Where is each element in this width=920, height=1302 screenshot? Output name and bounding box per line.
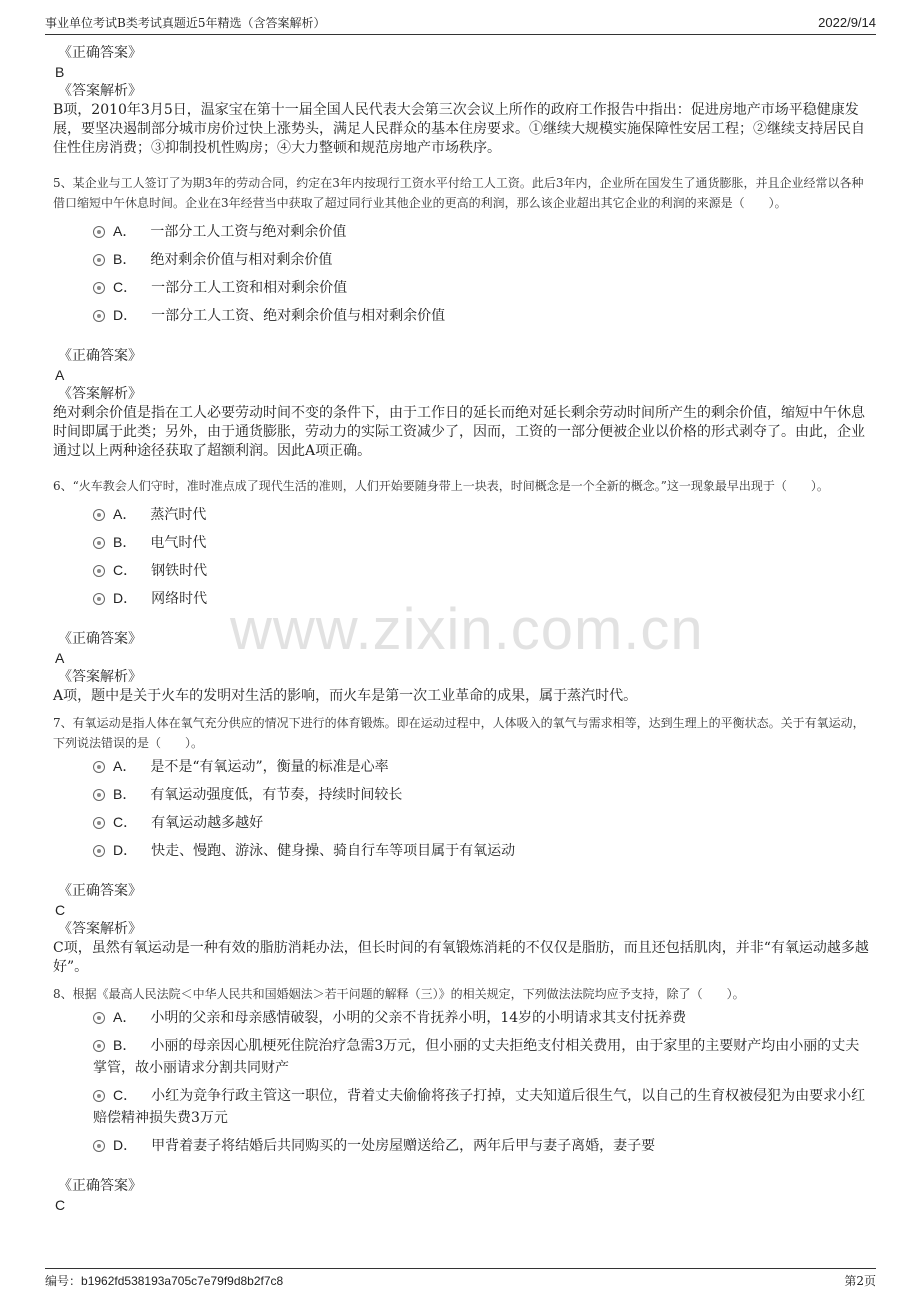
option-text: 甲背着妻子将结婚后共同购买的一处房屋赠送给乙，两年后甲与妻子离婚，妻子要 bbox=[151, 1138, 656, 1154]
question-stem: 7、有氧运动是指人体在氧气充分供应的情况下进行的体育锻炼。即在运动过程中，人体吸入的氧气与需求相等，达到生理上的平衡状态。关于有氧运动，下列说法错误的是（ ）。 bbox=[53, 716, 865, 750]
option-letter: C． bbox=[113, 814, 138, 830]
question-stem: 6、“火车教会人们守时，准时准点成了现代生活的准则，人们开始要随身带上一块表，时间概念是一个全新的概念。”这一现象最早出现于（ ）。 bbox=[53, 479, 829, 493]
explanation-label: 《答案解析》 bbox=[58, 669, 142, 685]
radio-icon[interactable] bbox=[93, 845, 105, 857]
radio-icon[interactable] bbox=[93, 1012, 105, 1024]
option-a[interactable] bbox=[53, 220, 873, 243]
explanation-text: A项，题中是关于火车的发明对生活的影响，而火车是第一次工业革命的成果，属于蒸汽时代。 bbox=[53, 688, 638, 704]
option-text: 小红为竞争行政主管这一职位，背着丈夫偷偷将孩子打掉，丈夫知道后很生气，以自己的生育权被侵犯为由要求小红赔偿精神损失费3万元 bbox=[93, 1088, 866, 1126]
explanation-text: 绝对剩余价值是指在工人必要劳动时间不变的条件下，由于工作日的延长而绝对延长剩余劳动时间所产生的剩余价值，缩短中午休息时间即属于此类；另外，由于通货膨胀，劳动力的实际工资减少了，因而，工资的一部分便被企业以价格的形式剥夺了。由此，企业通过以上两种途径获取了超额利润。因此A项正确。 bbox=[53, 405, 865, 459]
option-text: 有氧运动越多越好 bbox=[151, 815, 264, 831]
option-c[interactable] bbox=[53, 811, 873, 834]
option-a[interactable] bbox=[53, 755, 873, 778]
radio-icon[interactable] bbox=[93, 537, 105, 549]
explanation-label: 《答案解析》 bbox=[58, 83, 142, 99]
page-number: 第2页 bbox=[844, 1274, 876, 1288]
option-letter: A． bbox=[113, 223, 137, 239]
option-letter: D． bbox=[113, 307, 138, 323]
option-a[interactable] bbox=[53, 1006, 873, 1029]
option-b[interactable] bbox=[53, 248, 873, 271]
option-text: 小丽的母亲因心肌梗死住院治疗急需3万元，但小丽的丈夫拒绝支付相关费用，由于家里的主要财产均由小丽的丈夫掌管，故小丽请求分割共同财产 bbox=[93, 1038, 860, 1076]
option-b[interactable] bbox=[53, 531, 873, 554]
option-text: 快走、慢跑、游泳、健身操、骑自行车等项目属于有氧运动 bbox=[151, 843, 516, 859]
code-value: b1962fd538193a705c7e79f9d8b2f7c8 bbox=[81, 1274, 284, 1288]
option-text: 蒸汽时代 bbox=[150, 507, 207, 523]
option-text: 电气时代 bbox=[150, 535, 207, 551]
question-7 bbox=[53, 713, 873, 977]
answer-value: B bbox=[55, 64, 65, 80]
radio-icon[interactable] bbox=[93, 565, 105, 577]
option-letter: A． bbox=[113, 1009, 137, 1025]
radio-icon[interactable] bbox=[93, 593, 105, 605]
explanation-text: C项，虽然有氧运动是一种有效的脂肪消耗办法，但长时间的有氧锻炼消耗的不仅仅是脂肪，而且还包括肌肉，并非“有氧运动越多越好”。 bbox=[53, 940, 869, 975]
option-c[interactable] bbox=[53, 559, 873, 582]
watermark: www.zixin.com.cn bbox=[230, 597, 704, 662]
question-6 bbox=[53, 476, 873, 706]
radio-icon[interactable] bbox=[93, 226, 105, 238]
option-letter: A． bbox=[113, 506, 137, 522]
radio-icon[interactable] bbox=[93, 310, 105, 322]
answer-value: A bbox=[55, 367, 65, 383]
question-stem: 8、根据《最高人民法院＜中华人民共和国婚姻法＞若干问题的解释（三）》的相关规定，下列做法法院均应予支持，除了（ ）。 bbox=[53, 987, 745, 1001]
option-letter: B． bbox=[113, 786, 137, 802]
code-label: 编号： bbox=[45, 1274, 82, 1288]
answer-value: A bbox=[55, 650, 65, 666]
option-letter: B． bbox=[113, 1037, 137, 1053]
answer-value: C bbox=[55, 1197, 66, 1213]
page-content bbox=[53, 44, 873, 1215]
radio-icon[interactable] bbox=[93, 1040, 105, 1052]
answer-label: 《正确答案》 bbox=[58, 1178, 142, 1194]
option-d[interactable] bbox=[53, 304, 873, 327]
option-c[interactable] bbox=[53, 1084, 873, 1129]
option-b[interactable] bbox=[53, 783, 873, 806]
option-letter: D． bbox=[113, 1137, 138, 1153]
radio-icon[interactable] bbox=[93, 282, 105, 294]
option-letter: A． bbox=[113, 758, 137, 774]
option-text: 一部分工人工资、绝对剩余价值与相对剩余价值 bbox=[151, 308, 446, 324]
option-letter: B． bbox=[113, 251, 137, 267]
option-text: 是不是“有氧运动”，衡量的标准是心率 bbox=[150, 759, 389, 775]
explanation-text: B项，2010年3月5日，温家宝在第十一届全国人民代表大会第三次会议上所作的政府工作报告中指出：促进房地产市场平稳健康发展，要坚决遏制部分城市房价过快上涨势头，满足人民群众的基本住房要求。①继续大规模实施保障性安居工程；②继续支持居民自住性住房消费；③抑制投机性购房；④大力整顿和规范房地产市场秩序。 bbox=[53, 102, 865, 156]
option-a[interactable] bbox=[53, 503, 873, 526]
option-d[interactable] bbox=[53, 839, 873, 862]
option-c[interactable] bbox=[53, 276, 873, 299]
page-footer bbox=[45, 1268, 876, 1293]
question-stem: 5、某企业与工人签订了为期3年的劳动合同，约定在3年内按现行工资水平付给工人工资。此后3年内，企业所在国发生了通货膨胀，并且企业经常以各种借口缩短中午休息时间。企业在3年经营当中获取了超过同行业其他企业的更高的利润，那么该企业超出其它企业的利润的来源是（ ）。 bbox=[53, 176, 864, 210]
radio-icon[interactable] bbox=[93, 509, 105, 521]
answer-label: 《正确答案》 bbox=[58, 883, 142, 899]
option-text: 有氧运动强度低，有节奏，持续时间较长 bbox=[150, 787, 403, 803]
option-text: 网络时代 bbox=[151, 591, 208, 607]
explanation-label: 《答案解析》 bbox=[58, 386, 142, 402]
answer-value: C bbox=[55, 902, 66, 918]
radio-icon[interactable] bbox=[93, 789, 105, 801]
question-8 bbox=[53, 984, 873, 1215]
option-letter: C． bbox=[113, 279, 138, 295]
option-letter: C． bbox=[113, 562, 138, 578]
document-date: 2022/9/14 bbox=[818, 15, 876, 30]
option-letter: C． bbox=[113, 1087, 138, 1103]
option-letter: B． bbox=[113, 534, 137, 550]
page-header bbox=[45, 12, 876, 35]
option-text: 钢铁时代 bbox=[151, 563, 208, 579]
option-text: 小明的父亲和母亲感情破裂，小明的父亲不肯抚养小明，14岁的小明请求其支付抚养费 bbox=[150, 1010, 687, 1026]
radio-icon[interactable] bbox=[93, 817, 105, 829]
radio-icon[interactable] bbox=[93, 254, 105, 266]
document-code bbox=[45, 1271, 283, 1291]
radio-icon[interactable] bbox=[93, 761, 105, 773]
answer-label: 《正确答案》 bbox=[58, 631, 142, 647]
option-text: 一部分工人工资和相对剩余价值 bbox=[151, 280, 348, 296]
prev-answer-block bbox=[53, 44, 873, 158]
document-title: 事业单位考试B类考试真题近5年精选（含答案解析） bbox=[45, 16, 326, 30]
option-letter: D． bbox=[113, 842, 138, 858]
answer-label: 《正确答案》 bbox=[58, 45, 142, 61]
option-d[interactable] bbox=[53, 1134, 873, 1157]
question-5 bbox=[53, 173, 873, 461]
answer-label: 《正确答案》 bbox=[58, 348, 142, 364]
explanation-label: 《答案解析》 bbox=[58, 921, 142, 937]
option-b[interactable] bbox=[53, 1034, 873, 1079]
option-text: 一部分工人工资与绝对剩余价值 bbox=[150, 224, 347, 240]
option-letter: D． bbox=[113, 590, 138, 606]
option-d[interactable] bbox=[53, 587, 873, 610]
radio-icon[interactable] bbox=[93, 1090, 105, 1102]
option-text: 绝对剩余价值与相对剩余价值 bbox=[150, 252, 333, 268]
radio-icon[interactable] bbox=[93, 1140, 105, 1152]
